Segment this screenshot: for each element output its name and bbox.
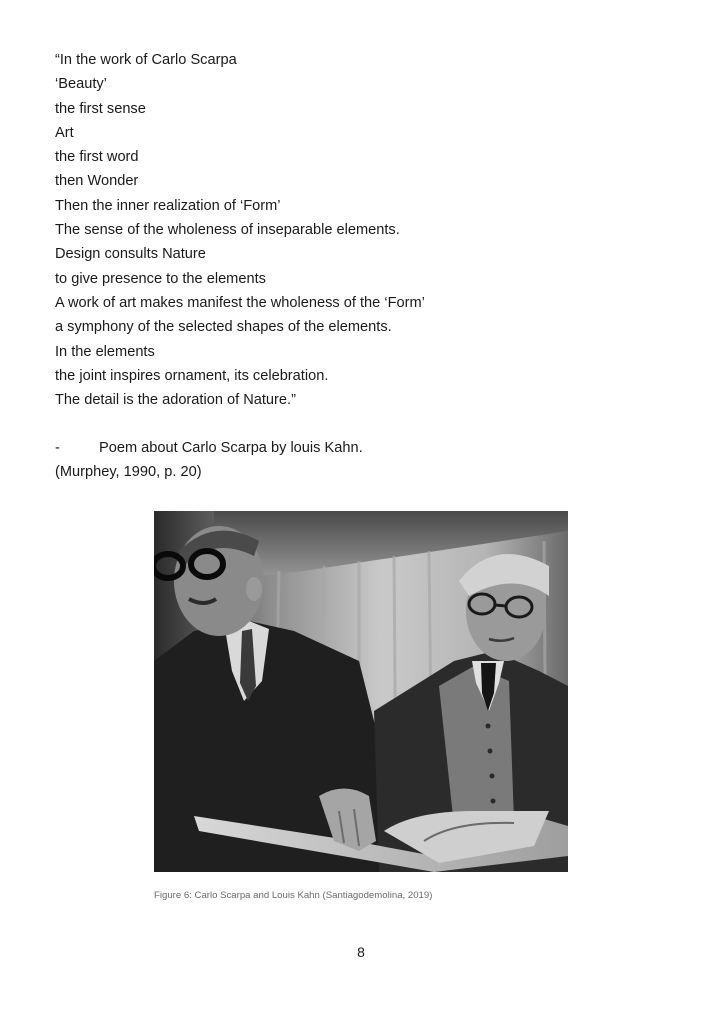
poem-line: A work of art makes manifest the wholeness of the ‘Form’ — [55, 294, 425, 311]
poem-line: the joint inspires ornament, its celebration. — [55, 367, 329, 384]
poem-line: Art — [55, 124, 74, 141]
figure-caption: Figure 6: Carlo Scarpa and Louis Kahn (Santiagodemolina, 2019) — [154, 890, 433, 901]
poem-line: to give presence to the elements — [55, 270, 266, 287]
figure-photo — [154, 511, 568, 872]
poem-line: In the elements — [55, 343, 155, 360]
poem-line: ‘Beauty’ — [55, 76, 107, 93]
poem-line: the first word — [55, 149, 139, 166]
poem-line: a symphony of the selected shapes of the elements. — [55, 319, 392, 336]
poem-line: then Wonder — [55, 173, 139, 190]
attribution-dash: - — [55, 440, 60, 456]
page-number: 8 — [357, 944, 365, 960]
poem-block — [55, 48, 655, 412]
attribution-line — [55, 436, 655, 460]
citation: (Murphey, 1990, p. 20) — [55, 464, 202, 481]
poem-attribution — [55, 436, 655, 485]
poem-line: the first sense — [55, 100, 146, 117]
attribution-text: Poem about Carlo Scarpa by louis Kahn. — [99, 440, 363, 456]
poem-line: “In the work of Carlo Scarpa — [55, 52, 237, 68]
poem-line: Then the inner realization of ‘Form’ — [55, 197, 281, 214]
poem-line: The detail is the adoration of Nature.” — [55, 392, 296, 409]
poem-line: Design consults Nature — [55, 246, 206, 263]
poem-line: The sense of the wholeness of inseparable elements. — [55, 222, 400, 239]
